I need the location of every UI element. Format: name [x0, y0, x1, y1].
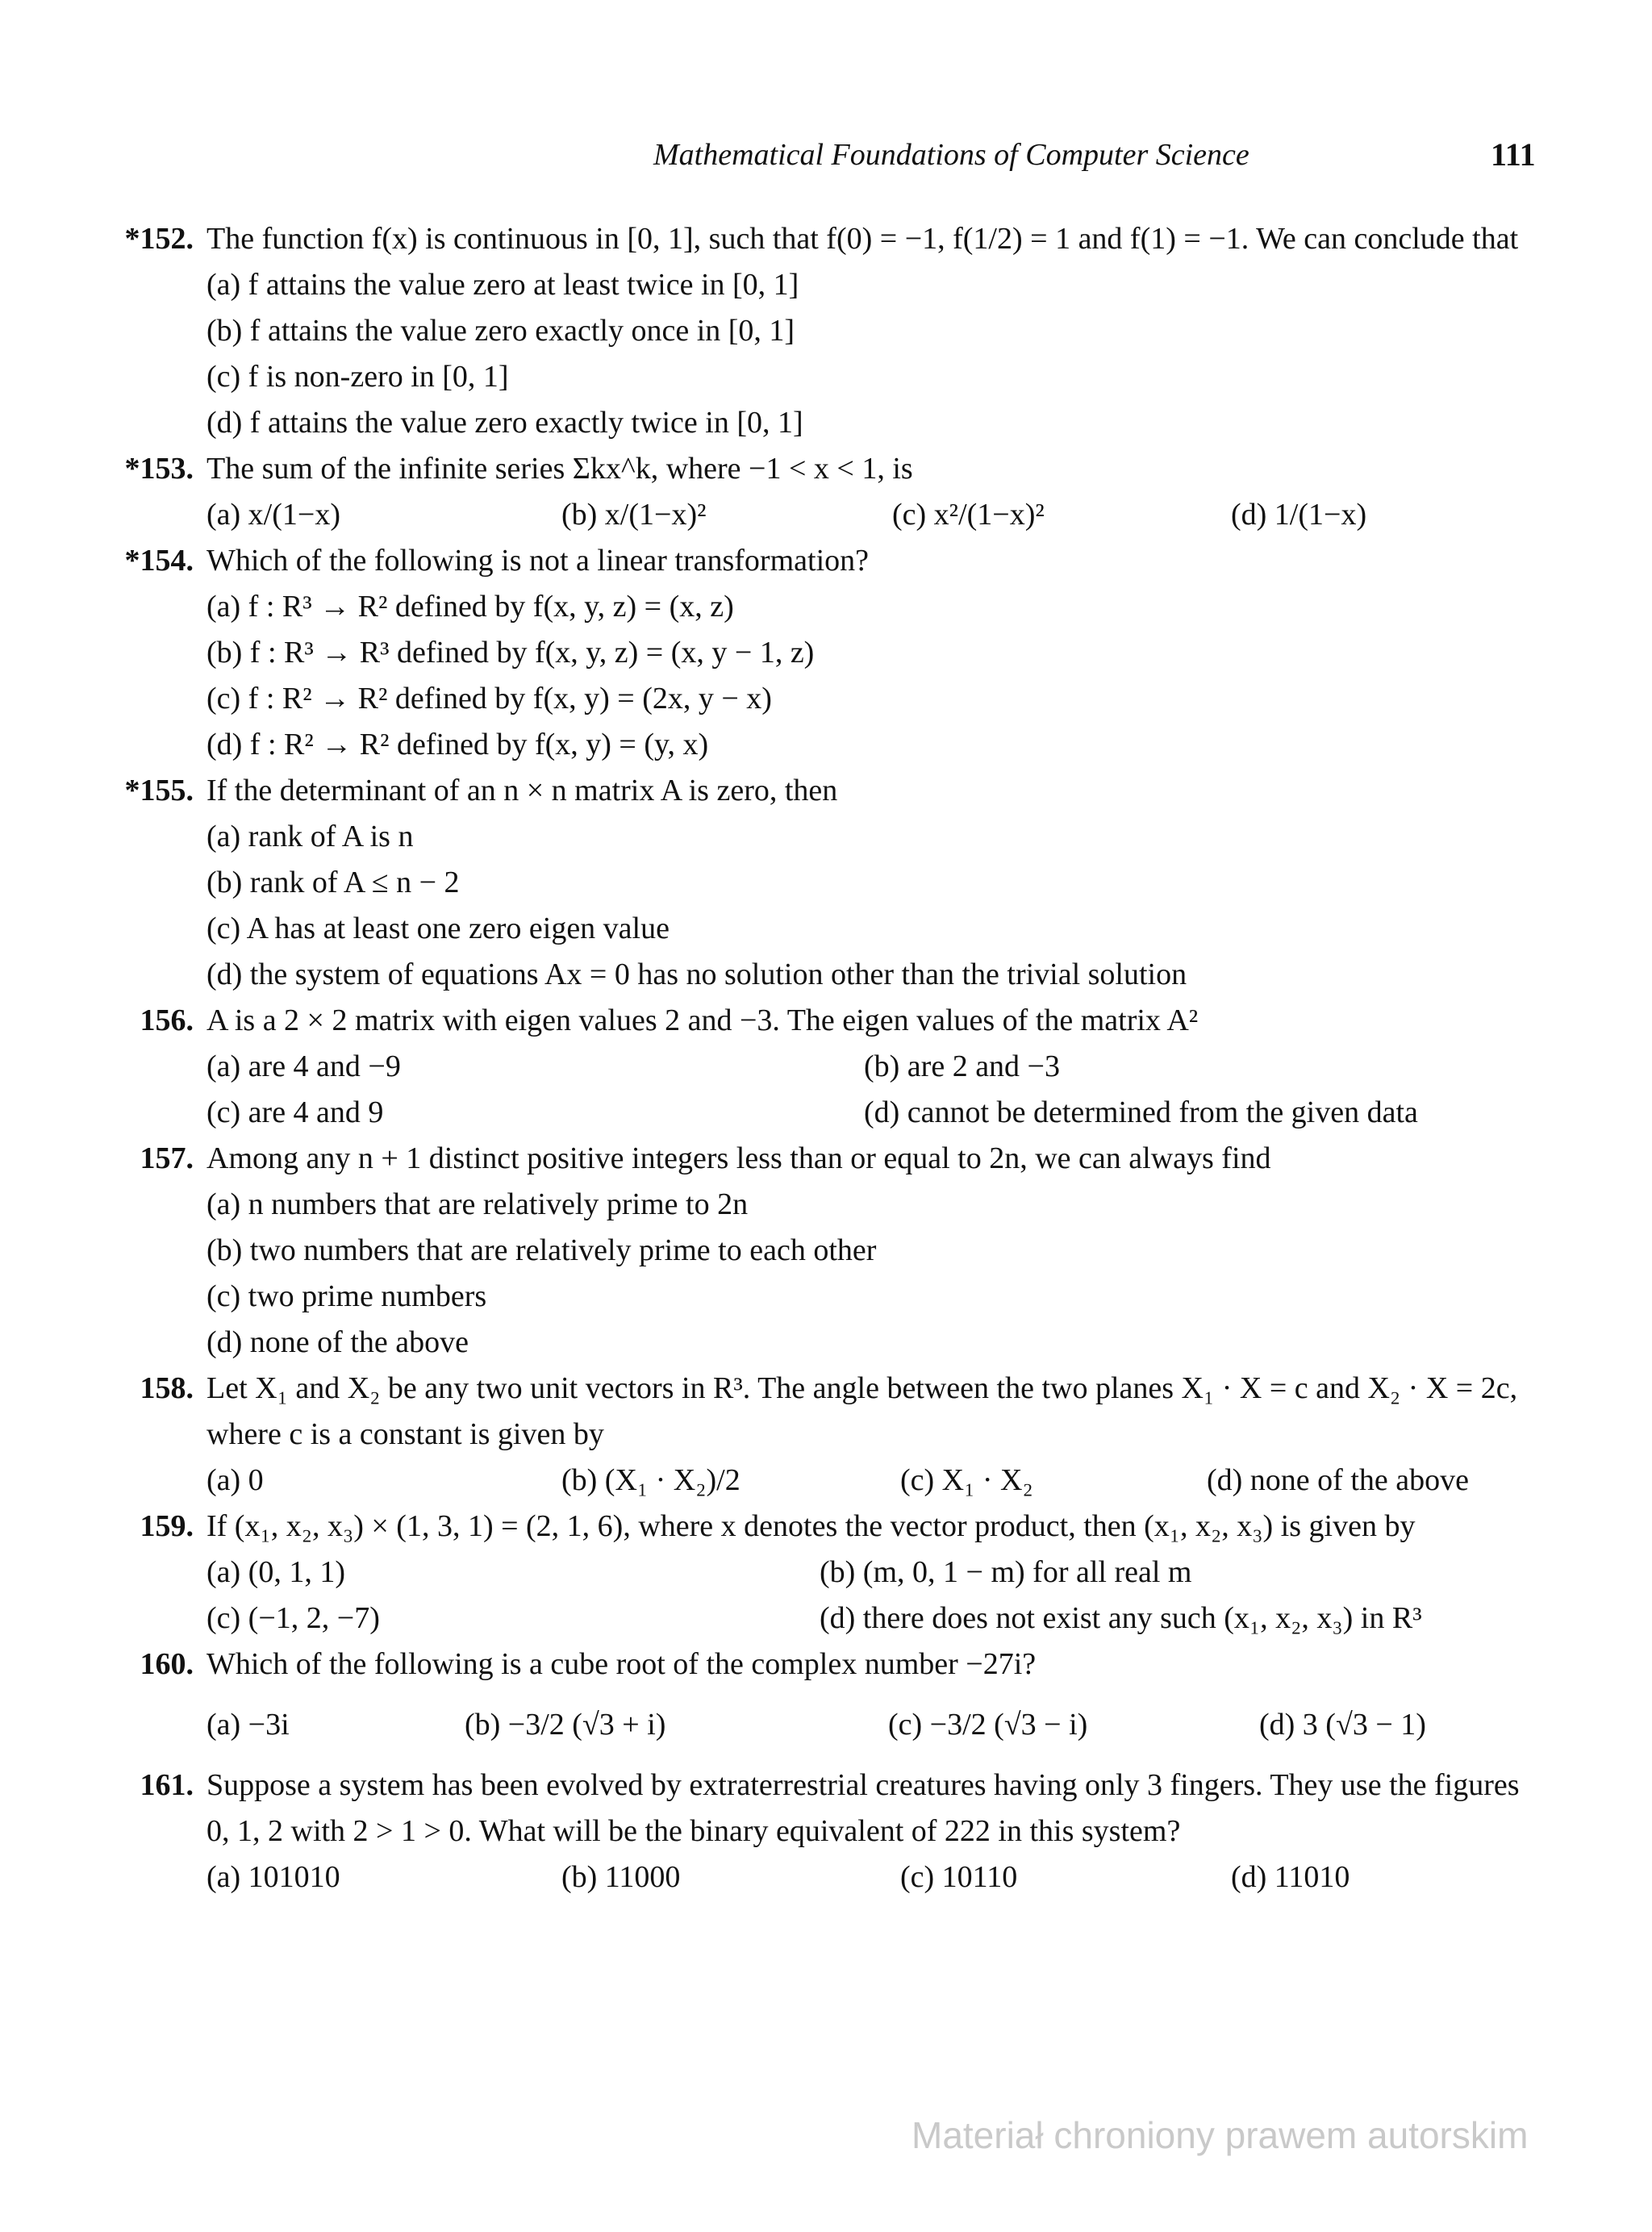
option-d: (d) 1/(1−x): [1231, 498, 1367, 532]
option-b: (b) f attains the value zero exactly once in [0, 1]: [206, 314, 795, 348]
options-row-2: [206, 1090, 1652, 1136]
option-a: (a) x/(1−x): [206, 498, 340, 532]
option-a: (a) 0: [206, 1463, 264, 1497]
question-number: 161.: [140, 1768, 194, 1802]
question-157: [0, 1136, 1652, 1366]
question-number: 160.: [140, 1647, 194, 1681]
question-number: *155.: [124, 774, 194, 807]
option-a: (a) n numbers that are relatively prime to 2n: [206, 1187, 749, 1221]
option-a: (a) are 4 and −9: [206, 1049, 401, 1083]
question-156: [0, 998, 1652, 1136]
option-b: (b) rank of A ≤ n − 2: [206, 866, 460, 899]
option-d: (d) 3 (√3 − 1): [1259, 1708, 1426, 1742]
question-152: [0, 216, 1652, 446]
page-header: [0, 137, 1652, 186]
question-159: [0, 1504, 1652, 1642]
option-b: (b) two numbers that are relatively prime to each other: [206, 1233, 877, 1267]
option-a: (a) −3i: [206, 1708, 290, 1742]
option-c: (c) f : R² → R² defined by f(x, y) = (2x, y − x): [206, 682, 772, 715]
question-number: 158.: [140, 1371, 194, 1405]
option-d: (d) f attains the value zero exactly twice in [0, 1]: [206, 406, 803, 440]
options: [206, 1702, 1652, 1748]
question-stem: Let X₁ and X₂ be any two unit vectors in R³. The angle between the two planes X₁ · X = c and X₂ · X = 2c, where c is a constant is given by: [206, 1371, 1518, 1451]
options-row-1: [206, 1550, 1652, 1596]
options-row-1: [206, 1044, 1652, 1090]
question-stem: If (x₁, x₂, x₃) × (1, 3, 1) = (2, 1, 6), where x denotes the vector product, then (x₁, x₂, x₃) is given by: [206, 1509, 1416, 1543]
question-number: 159.: [140, 1509, 194, 1543]
option-b: (b) are 2 and −3: [864, 1049, 1060, 1083]
options: [206, 1458, 1652, 1504]
options: [206, 584, 1652, 768]
option-b: (b) (X₁ · X₂)/2: [561, 1463, 740, 1497]
option-d: (d) there does not exist any such (x₁, x₂, x₃) in R³: [820, 1601, 1422, 1635]
option-d: (d) none of the above: [1207, 1463, 1469, 1497]
option-b: (b) −3/2 (√3 + i): [465, 1708, 666, 1742]
options: [206, 262, 1652, 446]
question-stem: Among any n + 1 distinct positive integers less than or equal to 2n, we can always find: [206, 1141, 1271, 1175]
option-c: (c) A has at least one zero eigen value: [206, 912, 670, 945]
question-stem: The function f(x) is continuous in [0, 1], such that f(0) = −1, f(1/2) = 1 and f(1) = −1. We can conclude that: [206, 222, 1519, 256]
options: [206, 1854, 1652, 1900]
options-row-2: [206, 1596, 1652, 1642]
option-a: (a) (0, 1, 1): [206, 1555, 345, 1589]
question-stem: Which of the following is not a linear transformation?: [206, 544, 869, 578]
option-d: (d) none of the above: [206, 1325, 469, 1359]
option-c: (c) are 4 and 9: [206, 1095, 384, 1129]
option-b: (b) (m, 0, 1 − m) for all real m: [820, 1555, 1192, 1589]
question-stem: Which of the following is a cube root of the complex number −27i?: [206, 1647, 1037, 1681]
question-number: *154.: [124, 544, 194, 578]
question-155: [0, 768, 1652, 998]
question-158: [0, 1366, 1652, 1504]
running-title: Mathematical Foundations of Computer Science: [653, 138, 1249, 172]
option-c: (c) (−1, 2, −7): [206, 1601, 380, 1635]
question-number: *153.: [124, 452, 194, 486]
option-d: (d) the system of equations Ax = 0 has no solution other than the trivial solution: [206, 957, 1187, 991]
option-c: (c) 10110: [900, 1860, 1018, 1894]
option-b: (b) x/(1−x)²: [561, 498, 707, 532]
option-c: (c) two prime numbers: [206, 1279, 487, 1313]
question-number: 157.: [140, 1141, 194, 1175]
page-number: 111: [1491, 136, 1536, 173]
options: [206, 814, 1652, 998]
question-number: *152.: [124, 222, 194, 256]
option-a: (a) rank of A is n: [206, 820, 414, 853]
option-c: (c) −3/2 (√3 − i): [888, 1708, 1088, 1742]
question-154: [0, 538, 1652, 768]
option-d: (d) f : R² → R² defined by f(x, y) = (y, x): [206, 728, 709, 761]
question-stem: Suppose a system has been evolved by extraterrestrial creatures having only 3 fingers. They use the figures 0, 1, 2 with 2 > 1 > 0. What will be the binary equivalent of 222 in this system?: [206, 1768, 1520, 1848]
question-160: [0, 1642, 1652, 1748]
question-153: [0, 446, 1652, 538]
option-d: (d) cannot be determined from the given data: [864, 1095, 1418, 1129]
options: [206, 492, 1652, 538]
option-a: (a) f attains the value zero at least twice in [0, 1]: [206, 268, 799, 302]
option-c: (c) X₁ · X₂: [900, 1463, 1033, 1497]
option-a: (a) 101010: [206, 1860, 340, 1894]
question-stem: The sum of the infinite series Σkx^k, where −1 < x < 1, is: [206, 452, 913, 486]
options: [206, 1182, 1652, 1366]
question-stem: A is a 2 × 2 matrix with eigen values 2 and −3. The eigen values of the matrix A²: [206, 1003, 1199, 1037]
question-stem: If the determinant of an n × n matrix A is zero, then: [206, 774, 838, 807]
option-d: (d) 11010: [1231, 1860, 1350, 1894]
option-a: (a) f : R³ → R² defined by f(x, y, z) = (x, z): [206, 590, 734, 624]
option-c: (c) f is non-zero in [0, 1]: [206, 360, 509, 394]
copyright-watermark: Materiał chroniony prawem autorskim: [912, 2114, 1529, 2156]
option-b: (b) 11000: [561, 1860, 681, 1894]
question-161: [0, 1763, 1652, 1900]
question-number: 156.: [140, 1003, 194, 1037]
question-list: [0, 216, 1652, 1900]
option-c: (c) x²/(1−x)²: [892, 498, 1045, 532]
option-b: (b) f : R³ → R³ defined by f(x, y, z) = (x, y − 1, z): [206, 636, 815, 670]
